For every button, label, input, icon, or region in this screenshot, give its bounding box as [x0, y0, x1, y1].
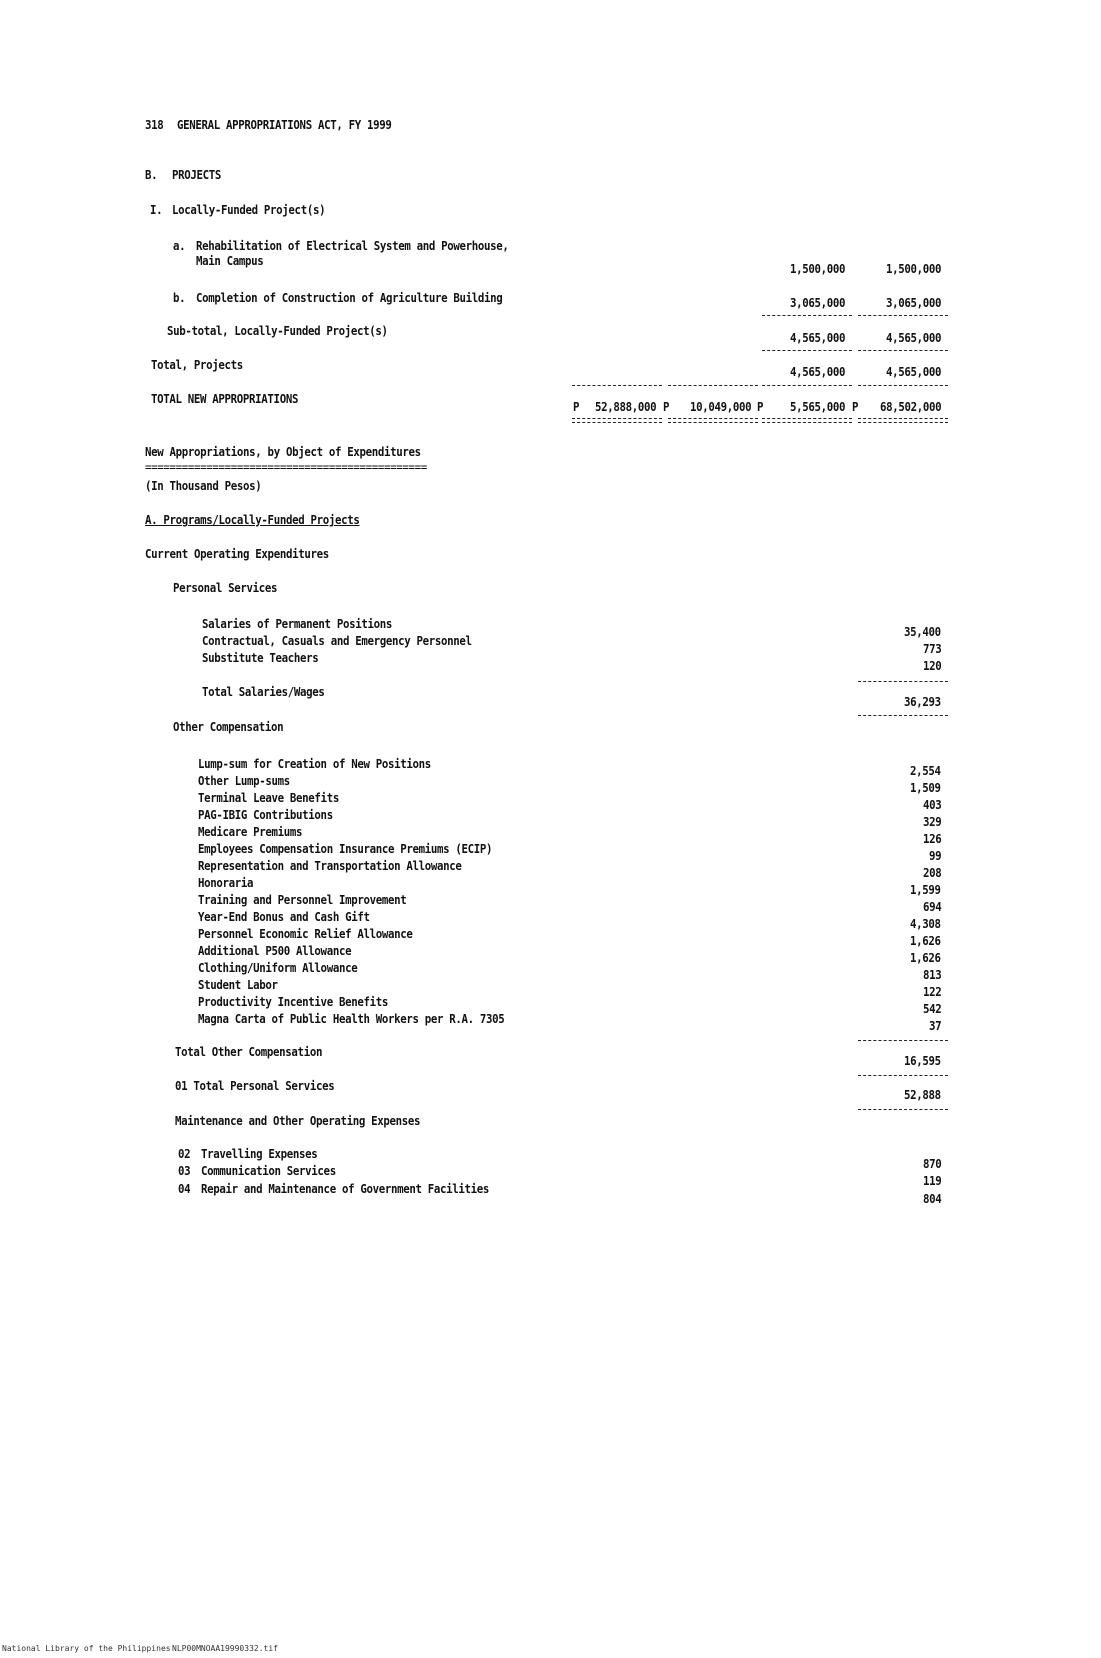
list-item-value: 694 [922, 899, 941, 914]
rule [858, 681, 948, 682]
list-item-label: Repair and Maintenance of Government Facilities [201, 1181, 490, 1196]
list-item-code: 02 [178, 1146, 191, 1161]
peso-sign: P [852, 399, 859, 414]
total-projects-col4: 4,565,000 [885, 364, 941, 379]
list-item-value: 813 [922, 967, 941, 982]
total-other-label: Total Other Compensation [175, 1044, 323, 1059]
list-item-value: 99 [928, 848, 941, 863]
mooe-heading: Maintenance and Other Operating Expenses [175, 1113, 421, 1128]
list-item-value: 120 [922, 658, 941, 673]
list-item-code: 04 [178, 1181, 191, 1196]
document-title: GENERAL APPROPRIATIONS ACT, FY 1999 [177, 117, 392, 132]
list-item-label: Productivity Incentive Benefits [198, 994, 388, 1009]
list-item-value: 1,509 [910, 780, 941, 795]
subtotal-col3: 4,565,000 [789, 330, 845, 345]
rule [572, 385, 662, 386]
double-rule [668, 418, 758, 423]
subtotal-label: Sub-total, Locally-Funded Project(s) [167, 323, 388, 338]
list-item-value: 122 [922, 984, 941, 999]
item-a-line2: Main Campus [196, 253, 264, 268]
list-item-value: 804 [922, 1191, 941, 1206]
section-a-heading: A. Programs/Locally-Funded Projects [145, 512, 360, 527]
list-item-label: Student Labor [198, 977, 278, 992]
rule [858, 315, 948, 316]
rule [762, 315, 852, 316]
list-item-code: 03 [178, 1163, 191, 1178]
rule [858, 715, 948, 716]
rule [762, 350, 852, 351]
double-rule [572, 418, 662, 423]
list-item-label: Year-End Bonus and Cash Gift [198, 909, 370, 924]
list-item-label: Honoraria [198, 875, 254, 890]
peso-sign: P [663, 399, 670, 414]
list-item-value: 403 [922, 797, 941, 812]
list-item-label: Additional P500 Allowance [198, 943, 352, 958]
rule [858, 1040, 948, 1041]
list-item-label: Employees Compensation Insurance Premiums (ECIP) [198, 841, 493, 856]
list-item-value: 208 [922, 865, 941, 880]
list-item-label: Substitute Teachers [202, 650, 319, 665]
total-projects-col3: 4,565,000 [789, 364, 845, 379]
item-b-text: Completion of Construction of Agriculture Building [196, 290, 503, 305]
item-b-col3: 3,065,000 [789, 295, 845, 310]
list-item-label: Clothing/Uniform Allowance [198, 960, 358, 975]
list-item-label: Magna Carta of Public Health Workers per R.A. 7305 [198, 1011, 505, 1026]
list-item-value: 1,599 [910, 882, 941, 897]
rule [858, 1075, 948, 1076]
rule [858, 350, 948, 351]
total-new-col1: 52,888,000 [594, 399, 656, 414]
item-b-label: b. [173, 290, 186, 305]
item-a-line1: Rehabilitation of Electrical System and Powerhouse, [196, 238, 509, 253]
total-new-col2: 10,049,000 [689, 399, 751, 414]
group-label: I. [150, 202, 163, 217]
rule [858, 1109, 948, 1110]
list-item-label: Other Lump-sums [198, 773, 290, 788]
double-rule [762, 418, 852, 423]
list-item-value: 35,400 [904, 624, 941, 639]
total-salaries-label: Total Salaries/Wages [202, 684, 325, 699]
list-item-value: 126 [922, 831, 941, 846]
section-title: PROJECTS [172, 167, 222, 182]
list-item-label: Training and Personnel Improvement [198, 892, 407, 907]
current-opex-heading: Current Operating Expenditures [145, 546, 329, 561]
item-a-col3: 1,500,000 [789, 261, 845, 276]
total-salaries-value: 36,293 [904, 694, 941, 709]
page-number: 318 [145, 117, 164, 132]
footer-filename: NLP00MNOAA19990332.tif [172, 1644, 278, 1653]
list-item-value: 542 [922, 1001, 941, 1016]
list-item-value: 773 [922, 641, 941, 656]
list-item-label: Medicare Premiums [198, 824, 303, 839]
list-item-value: 329 [922, 814, 941, 829]
subtotal-col4: 4,565,000 [885, 330, 941, 345]
list-item-value: 2,554 [910, 763, 941, 778]
list-item-value: 37 [928, 1018, 941, 1033]
rule [668, 385, 758, 386]
heading-rule: ============================================== [145, 459, 427, 474]
other-comp-heading: Other Compensation [173, 719, 284, 734]
list-item-value: 1,626 [910, 950, 941, 965]
total-new-col3: 5,565,000 [789, 399, 845, 414]
peso-sign: P [573, 399, 580, 414]
list-item-label: Personnel Economic Relief Allowance [198, 926, 413, 941]
list-item-value: 1,626 [910, 933, 941, 948]
total-projects-label: Total, Projects [151, 357, 243, 372]
list-item-label: Representation and Transportation Allowance [198, 858, 462, 873]
total-ps-value: 52,888 [904, 1087, 941, 1102]
peso-sign: P [757, 399, 764, 414]
item-a-label: a. [173, 238, 186, 253]
double-rule [858, 418, 948, 423]
item-b-col4: 3,065,000 [885, 295, 941, 310]
list-item-value: 870 [922, 1156, 941, 1171]
footer-library: National Library of the Philippines [2, 1644, 171, 1653]
list-item-label: Terminal Leave Benefits [198, 790, 339, 805]
group-title: Locally-Funded Project(s) [172, 202, 326, 217]
list-item-label: Contractual, Casuals and Emergency Personnel [202, 633, 472, 648]
list-item-label: Salaries of Permanent Positions [202, 616, 392, 631]
total-new-col4: 68,502,000 [879, 399, 941, 414]
list-item-label: PAG-IBIG Contributions [198, 807, 333, 822]
total-other-value: 16,595 [904, 1053, 941, 1068]
item-a-col4: 1,500,000 [885, 261, 941, 276]
list-item-value: 119 [922, 1173, 941, 1188]
section-label: B. [145, 167, 158, 182]
units-note: (In Thousand Pesos) [145, 478, 262, 493]
object-heading: New Appropriations, by Object of Expenditures [145, 444, 421, 459]
total-ps-label: 01 Total Personal Services [175, 1078, 335, 1093]
rule [858, 385, 948, 386]
list-item-label: Travelling Expenses [201, 1146, 318, 1161]
list-item-label: Communication Services [201, 1163, 336, 1178]
personal-services-heading: Personal Services [173, 580, 278, 595]
list-item-value: 4,308 [910, 916, 941, 931]
rule [762, 385, 852, 386]
list-item-label: Lump-sum for Creation of New Positions [198, 756, 431, 771]
total-new-label: TOTAL NEW APPROPRIATIONS [151, 391, 299, 406]
